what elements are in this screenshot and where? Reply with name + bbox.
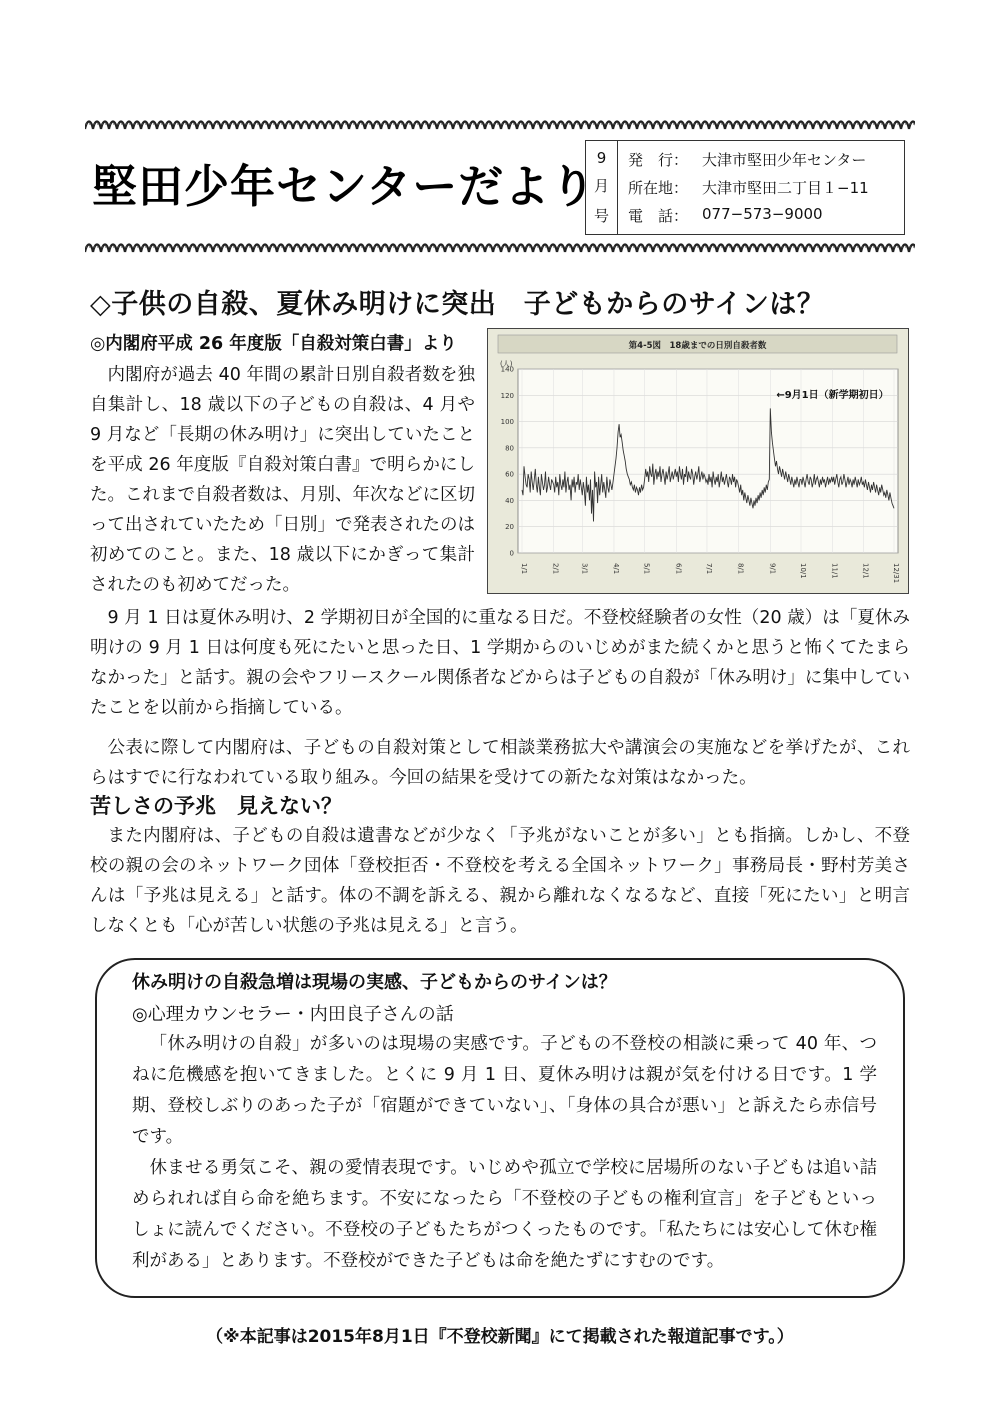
issue-month-label: 月 — [593, 177, 609, 196]
y-tick-label: 140 — [500, 365, 514, 374]
article-subheading: 苦しさの予兆 見えない？ — [90, 794, 342, 818]
newsletter-title: 堅田少年センターだより — [92, 160, 597, 213]
article-headline: ◇子供の自殺、夏休み明けに突出 子どもからのサインは？ — [90, 289, 825, 320]
y-tick-label: 60 — [505, 470, 514, 479]
article-source: ◎内閣府平成 26 年度版「自殺対策白書」より — [90, 334, 457, 354]
phone-key: 電 話： — [628, 207, 689, 226]
address-line — [628, 177, 894, 198]
phone-value: 077−573−9000 — [702, 205, 823, 224]
sep1-annotation: ←9月1日（新学期初日） — [776, 389, 889, 401]
x-tick-label: 12/31 — [892, 563, 900, 584]
x-tick-label: 12/1 — [861, 563, 870, 579]
x-tick-label: 9/1 — [768, 563, 777, 575]
chart-svg — [488, 329, 907, 592]
x-tick-label: 11/1 — [830, 563, 839, 579]
address-key: 所在地： — [628, 178, 689, 197]
issue-month-number: 9 — [596, 149, 607, 168]
x-tick-label: 10/1 — [799, 563, 807, 579]
y-tick-label: 40 — [505, 496, 514, 505]
address-value: 大津市堅田二丁目１−11 — [702, 178, 869, 197]
decorative-rope-border-top — [85, 117, 915, 131]
y-tick-label: 100 — [500, 418, 514, 427]
issue-label: 号 — [593, 206, 609, 225]
article-paragraph-signs: また内閣府は、子どもの自殺は遺書などが少なく「予兆がないことが多い」とも指摘。しかし、不登校の親の会のネットワーク団体「登校拒否・不登校を考える全国ネットワーク」事務局長・野村芳美さんは「予兆は見える」と話す。体の不調を訴える、親から離れなくなるなど、直接「死にたい」と明言しなくとも「心が苦しい状態の予兆は見える」と言う。 — [90, 826, 910, 936]
publisher-info-box — [585, 140, 905, 235]
rope-twist-path — [85, 245, 915, 253]
publisher-key: 発 行： — [628, 150, 689, 169]
daily-suicide-chart — [487, 328, 909, 594]
y-axis-unit: (人) — [500, 360, 513, 368]
x-tick-label: 5/1 — [642, 563, 651, 575]
article-paragraph-sep1: 9 月 1 日は夏休み明け、2 学期初日が全国的に重なる日だ。不登校経験者の女性（20 歳）は「夏休み明けの 9 月 1 日は何度も死にたいと思った日、1 学期からのいじめがまた続くかと思うと怖くてたまらなかった」と話す。親の会やフリースクール関係者などからは子どもの自殺が「休み明け」に集中していたことを以前から指摘している。 — [90, 608, 910, 718]
article-intro-paragraph: 内閣府が過去 40 年間の累計日別自殺者数を独自集計し、18 歳以下の子どもの自殺は、4 月や 9 月など「長期の休み明け」に突出していたことを平成 26 年度版『自殺対策白書』で明らかにした。これまで自殺者数は、月別、年次などに区切って出されていたため「日別」で発表されたのは初めてのこと。また、18 歳以下にかぎって集計されたのも初めてだった。 — [90, 365, 475, 595]
publisher-value: 大津市堅田少年センター — [702, 150, 867, 169]
decorative-rope-border-bottom — [85, 240, 915, 254]
callout-title: 休み明けの自殺急増は現場の実感、子どもからのサインは？ — [132, 972, 617, 993]
issue-month-column — [586, 141, 618, 234]
x-tick-label: 3/1 — [580, 563, 589, 575]
chart-title: 第4-5図 18歳までの日別自殺者数 — [628, 341, 767, 351]
x-tick-label: 2/1 — [551, 563, 560, 575]
x-tick-label: 7/1 — [704, 563, 713, 575]
phone-line — [628, 205, 894, 226]
x-tick-label: 6/1 — [674, 563, 683, 575]
callout-paragraph-1: 「休み明けの自殺」が多いのは現場の実感です。子どもの不登校の相談に乗って 40 年、つねに危機感を抱いてきました。とくに 9 月 1 日、夏休み明けは親が気を付ける日です。1 学期、登校しぶりのあった子が「宿題ができていない」、「身体の具合が悪い」と訴えたら赤信号です。 — [132, 1034, 877, 1147]
x-tick-label: 8/1 — [736, 563, 745, 575]
article-paragraph-government: 公表に際して内閣府は、子どもの自殺対策として相談業務拡大や講演会の実施などを挙げたが、これらはすでに行なわれている取り組み。今回の結果を受けての新たな対策はなかった。 — [90, 738, 910, 788]
x-tick-label: 1/1 — [520, 563, 528, 575]
y-tick-label: 120 — [500, 391, 514, 400]
y-tick-label: 80 — [505, 444, 514, 453]
y-tick-label: 0 — [509, 549, 514, 558]
y-tick-label: 20 — [505, 523, 514, 532]
callout-paragraph-2: 休ませる勇気こそ、親の愛情表現です。いじめや孤立で学校に居場所のない子どもは追い詰められれば自ら命を絶ちます。不安になったら「不登校の子どもの権利宣言」を子どもといっしょに読んでください。不登校の子どもたちがつくったものです。「私たちには安心して休む権利がある」とあります。不登校ができた子どもは命を絶たずにすむのです。 — [132, 1158, 877, 1271]
rope-twist-path — [85, 122, 915, 130]
publisher-line — [628, 149, 894, 170]
x-tick-label: 4/1 — [611, 563, 620, 575]
callout-speaker: ◎心理カウンセラー・内田良子さんの話 — [132, 1004, 454, 1025]
source-footnote: （※本記事は2015年8月1日『不登校新聞』にて掲載された報道記事です。） — [206, 1327, 794, 1347]
